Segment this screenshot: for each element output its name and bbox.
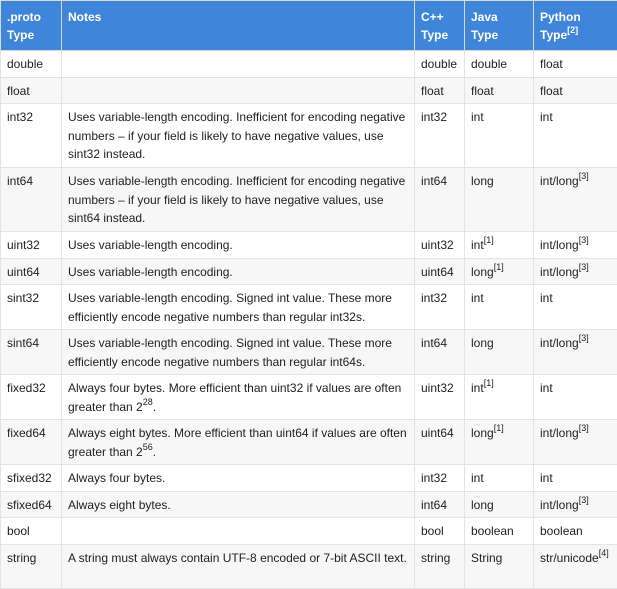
python-type: boolean	[540, 524, 583, 538]
python-type-cell	[534, 168, 617, 232]
header-python-type	[534, 1, 617, 51]
notes-text: Always eight bytes.	[68, 498, 171, 512]
notes-text: Uses variable-length encoding.	[68, 238, 233, 252]
java-type-cell	[465, 330, 534, 375]
table-row	[1, 491, 617, 518]
header-label: Type	[421, 28, 448, 42]
cpp-type-cell	[415, 518, 465, 545]
python-type: int/long	[540, 174, 579, 188]
python-type-cell	[534, 232, 617, 259]
header-row	[1, 1, 617, 51]
proto-type-cell	[1, 285, 62, 330]
notes-text: Uses variable-length encoding.	[68, 265, 233, 279]
python-type-cell	[534, 104, 617, 168]
header-cpp-type	[415, 1, 465, 51]
java-type: long	[471, 336, 494, 350]
header-notes	[62, 1, 415, 51]
java-type: long	[471, 426, 494, 440]
python-type: int/long	[540, 498, 579, 512]
cpp-type: double	[421, 57, 457, 71]
java-type: int	[471, 291, 484, 305]
python-type-cell	[534, 518, 617, 545]
notes-text: A string must always contain UTF-8 encoded or 7-bit ASCII text.	[68, 551, 407, 565]
cpp-type: uint32	[421, 381, 454, 395]
python-type-cell	[534, 465, 617, 492]
proto-type: int32	[7, 110, 33, 124]
proto-type-cell	[1, 465, 62, 492]
table-row	[1, 518, 617, 545]
proto-type: string	[7, 551, 36, 565]
header-label: C++	[421, 10, 444, 24]
proto-type-cell	[1, 77, 62, 104]
java-type-cell	[465, 285, 534, 330]
proto-type: double	[7, 57, 43, 71]
proto-type: fixed64	[7, 426, 46, 440]
java-type: int	[471, 381, 484, 395]
footnote-link[interactable]: [3]	[579, 171, 589, 181]
proto-type: uint64	[7, 265, 40, 279]
proto-type-cell	[1, 168, 62, 232]
proto-type-cell	[1, 258, 62, 285]
notes-text: Always eight bytes. More efficient than uint64 if values are often greater than 2	[68, 426, 407, 459]
java-type-cell	[465, 168, 534, 232]
header-label: Java Type	[471, 10, 498, 42]
proto-type: sfixed32	[7, 471, 52, 485]
footnote-link[interactable]: [3]	[579, 495, 589, 505]
python-type-cell	[534, 420, 617, 465]
notes-cell	[62, 51, 415, 78]
table-row	[1, 258, 617, 285]
notes-cell	[62, 330, 415, 375]
java-type-cell	[465, 51, 534, 78]
java-type: long	[471, 174, 494, 188]
table-row	[1, 375, 617, 420]
proto-type-cell	[1, 491, 62, 518]
footnote-link[interactable]: [3]	[579, 262, 589, 272]
notes-text: Always four bytes.	[68, 471, 165, 485]
cpp-type-cell	[415, 420, 465, 465]
python-type-cell	[534, 544, 617, 588]
cpp-type-cell	[415, 330, 465, 375]
table-row	[1, 544, 617, 588]
notes-text: Uses variable-length encoding. Signed int value. These more efficiently encode negative numbers than regular int64s.	[68, 336, 392, 369]
java-type-cell	[465, 232, 534, 259]
header-label: .proto	[7, 10, 41, 24]
notes-cell	[62, 232, 415, 259]
notes-text: Uses variable-length encoding. Inefficient for encoding negative numbers – if your field is likely to have negative values, use sint64 instead.	[68, 174, 405, 225]
java-type: int	[471, 238, 484, 252]
java-type-cell	[465, 544, 534, 588]
proto-type: sint32	[7, 291, 39, 305]
python-type: int/long	[540, 238, 579, 252]
cpp-type: int32	[421, 471, 447, 485]
notes-cell	[62, 258, 415, 285]
python-type-cell	[534, 258, 617, 285]
python-type-cell	[534, 77, 617, 104]
python-type: float	[540, 84, 563, 98]
java-type-cell	[465, 518, 534, 545]
python-type: str/unicode	[540, 551, 599, 565]
proto-type-cell	[1, 232, 62, 259]
notes-cell	[62, 285, 415, 330]
table-header	[1, 1, 617, 51]
footnote-link[interactable]: [3]	[579, 423, 589, 433]
java-type: long	[471, 498, 494, 512]
java-type: boolean	[471, 524, 514, 538]
notes-cell	[62, 375, 415, 420]
proto-type-cell	[1, 518, 62, 545]
cpp-type-cell	[415, 104, 465, 168]
cpp-type: bool	[421, 524, 444, 538]
python-type: int/long	[540, 336, 579, 350]
java-type-cell	[465, 491, 534, 518]
proto-type-cell	[1, 420, 62, 465]
table-row	[1, 77, 617, 104]
header-proto-type	[1, 1, 62, 51]
python-type-cell	[534, 330, 617, 375]
proto-type-cell	[1, 104, 62, 168]
notes-text: Uses variable-length encoding. Inefficient for encoding negative numbers – if your field is likely to have negative values, use sint32 instead.	[68, 110, 405, 161]
cpp-type: int32	[421, 110, 447, 124]
notes-superscript: 28	[143, 397, 153, 407]
python-type-cell	[534, 285, 617, 330]
notes-text: Uses variable-length encoding. Signed int value. These more efficiently encode negative numbers than regular int32s.	[68, 291, 392, 324]
notes-cell	[62, 168, 415, 232]
python-type: int	[540, 291, 553, 305]
java-type: long	[471, 265, 494, 279]
java-type: double	[471, 57, 507, 71]
java-type: int	[471, 471, 484, 485]
cpp-type-cell	[415, 258, 465, 285]
proto-type-cell	[1, 375, 62, 420]
cpp-type: uint32	[421, 238, 454, 252]
cpp-type-cell	[415, 77, 465, 104]
python-type: int	[540, 471, 553, 485]
notes-end: .	[153, 400, 156, 414]
proto-type: sfixed64	[7, 498, 52, 512]
cpp-type-cell	[415, 491, 465, 518]
cpp-type: int64	[421, 174, 447, 188]
table-row	[1, 104, 617, 168]
proto-type-cell	[1, 51, 62, 78]
header-label: Python	[540, 10, 581, 24]
cpp-type: int64	[421, 498, 447, 512]
python-type: int	[540, 110, 553, 124]
notes-cell	[62, 544, 415, 588]
header-label: Type	[7, 28, 34, 42]
python-type-cell	[534, 491, 617, 518]
java-type-cell	[465, 420, 534, 465]
footnote-link[interactable]: [4]	[599, 548, 609, 558]
table-row	[1, 420, 617, 465]
cpp-type: uint64	[421, 265, 454, 279]
proto-type: sint64	[7, 336, 39, 350]
cpp-type-cell	[415, 465, 465, 492]
proto-type: uint32	[7, 238, 40, 252]
footnote-link[interactable]: [2]	[567, 25, 578, 35]
header-label: Type	[540, 28, 567, 42]
notes-cell	[62, 518, 415, 545]
notes-cell	[62, 104, 415, 168]
java-type-cell	[465, 375, 534, 420]
cpp-type-cell	[415, 285, 465, 330]
footnote-link[interactable]: [1]	[484, 378, 494, 388]
cpp-type: int64	[421, 336, 447, 350]
table-row	[1, 330, 617, 375]
notes-superscript: 56	[143, 442, 153, 452]
footnote-link[interactable]: [1]	[484, 235, 494, 245]
java-type-cell	[465, 465, 534, 492]
footnote-link[interactable]: [1]	[494, 262, 504, 272]
notes-cell	[62, 465, 415, 492]
java-type-cell	[465, 258, 534, 285]
cpp-type: int32	[421, 291, 447, 305]
cpp-type-cell	[415, 232, 465, 259]
cpp-type-cell	[415, 375, 465, 420]
python-type: int	[540, 381, 553, 395]
python-type: int/long	[540, 265, 579, 279]
cpp-type-cell	[415, 168, 465, 232]
cpp-type: string	[421, 551, 450, 565]
table-row	[1, 51, 617, 78]
proto-type-cell	[1, 544, 62, 588]
notes-cell	[62, 420, 415, 465]
java-type: float	[471, 84, 494, 98]
table-row	[1, 232, 617, 259]
footnote-link[interactable]: [3]	[579, 235, 589, 245]
proto-type: bool	[7, 524, 30, 538]
proto-type-cell	[1, 330, 62, 375]
python-type-cell	[534, 51, 617, 78]
header-java-type	[465, 1, 534, 51]
java-type: String	[471, 551, 502, 565]
cpp-type: uint64	[421, 426, 454, 440]
java-type-cell	[465, 104, 534, 168]
python-type: float	[540, 57, 563, 71]
cpp-type-cell	[415, 51, 465, 78]
notes-cell	[62, 77, 415, 104]
footnote-link[interactable]: [1]	[494, 423, 504, 433]
table-body	[1, 51, 617, 589]
notes-cell	[62, 491, 415, 518]
table-row	[1, 168, 617, 232]
python-type: int/long	[540, 426, 579, 440]
notes-text: Always four bytes. More efficient than uint32 if values are often greater than 2	[68, 381, 401, 414]
cpp-type-cell	[415, 544, 465, 588]
notes-end: .	[153, 445, 156, 459]
table-row	[1, 465, 617, 492]
proto-type: float	[7, 84, 30, 98]
java-type-cell	[465, 77, 534, 104]
proto-type: int64	[7, 174, 33, 188]
header-label: Notes	[68, 10, 101, 24]
cpp-type: float	[421, 84, 444, 98]
java-type: int	[471, 110, 484, 124]
proto-type: fixed32	[7, 381, 46, 395]
footnote-link[interactable]: [3]	[579, 333, 589, 343]
python-type-cell	[534, 375, 617, 420]
table-row	[1, 285, 617, 330]
